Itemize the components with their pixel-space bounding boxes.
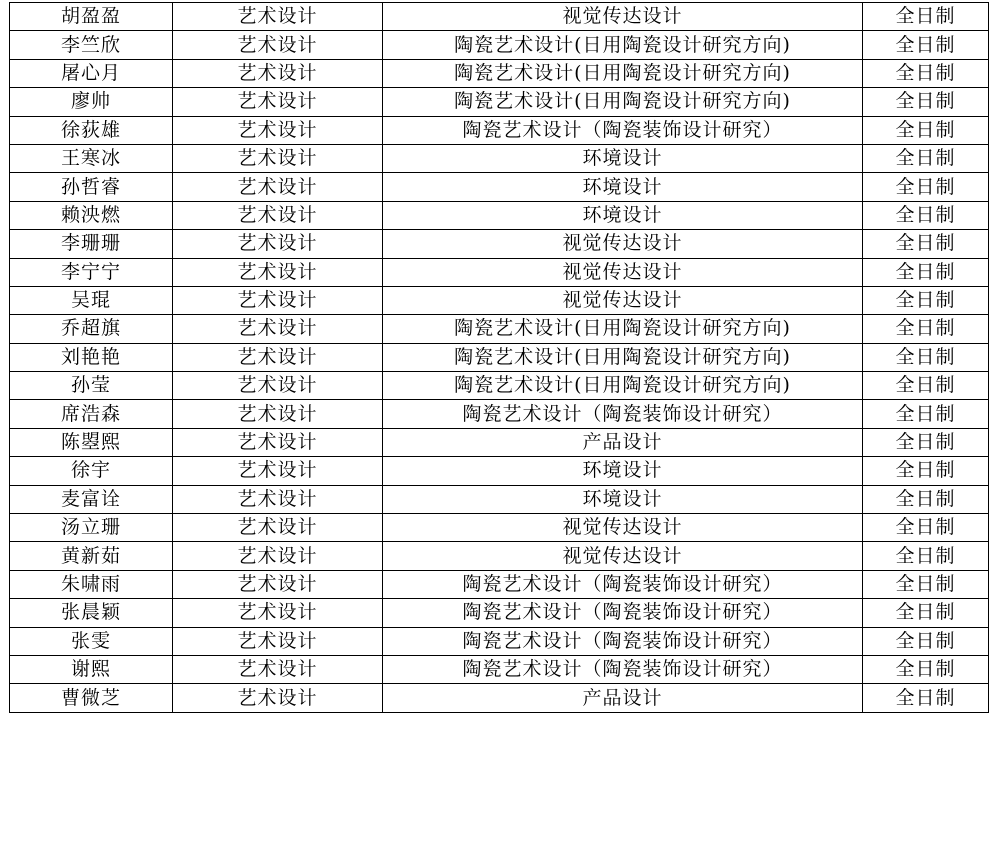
major-cell: 艺术设计 (173, 286, 383, 314)
major-cell: 艺术设计 (173, 144, 383, 172)
table-row (10, 173, 989, 201)
study-mode-cell: 全日制 (863, 258, 989, 286)
student-name-cell: 李珊珊 (10, 230, 173, 258)
roster-body (10, 3, 989, 713)
study-mode-cell: 全日制 (863, 599, 989, 627)
student-name-cell: 赖泱燃 (10, 201, 173, 229)
major-cell: 艺术设计 (173, 457, 383, 485)
student-name-cell: 廖帅 (10, 88, 173, 116)
major-cell: 艺术设计 (173, 201, 383, 229)
research-direction-cell: 陶瓷艺术设计(日用陶瓷设计研究方向) (383, 343, 863, 371)
study-mode-cell: 全日制 (863, 116, 989, 144)
study-mode-cell: 全日制 (863, 457, 989, 485)
table-row (10, 684, 989, 712)
table-row (10, 31, 989, 59)
table-row (10, 428, 989, 456)
student-name-cell: 麦富诠 (10, 485, 173, 513)
table-row (10, 570, 989, 598)
research-direction-cell: 视觉传达设计 (383, 542, 863, 570)
student-name-cell: 乔超旗 (10, 315, 173, 343)
research-direction-cell: 环境设计 (383, 144, 863, 172)
research-direction-cell: 陶瓷艺术设计（陶瓷装饰设计研究） (383, 400, 863, 428)
student-name-cell: 徐荻雄 (10, 116, 173, 144)
student-name-cell: 陈曌熙 (10, 428, 173, 456)
student-name-cell: 黄新茹 (10, 542, 173, 570)
study-mode-cell: 全日制 (863, 400, 989, 428)
research-direction-cell: 陶瓷艺术设计(日用陶瓷设计研究方向) (383, 315, 863, 343)
study-mode-cell: 全日制 (863, 201, 989, 229)
student-name-cell: 席浩森 (10, 400, 173, 428)
study-mode-cell: 全日制 (863, 173, 989, 201)
major-cell: 艺术设计 (173, 684, 383, 712)
research-direction-cell: 环境设计 (383, 485, 863, 513)
table-row (10, 230, 989, 258)
study-mode-cell: 全日制 (863, 3, 989, 31)
major-cell: 艺术设计 (173, 570, 383, 598)
major-cell: 艺术设计 (173, 627, 383, 655)
student-name-cell: 孙哲睿 (10, 173, 173, 201)
student-name-cell: 汤立珊 (10, 514, 173, 542)
research-direction-cell: 环境设计 (383, 173, 863, 201)
research-direction-cell: 产品设计 (383, 428, 863, 456)
research-direction-cell: 视觉传达设计 (383, 230, 863, 258)
student-name-cell: 屠心月 (10, 59, 173, 87)
major-cell: 艺术设计 (173, 400, 383, 428)
research-direction-cell: 环境设计 (383, 457, 863, 485)
student-roster-table (9, 2, 989, 713)
major-cell: 艺术设计 (173, 3, 383, 31)
student-name-cell: 刘艳艳 (10, 343, 173, 371)
study-mode-cell: 全日制 (863, 315, 989, 343)
major-cell: 艺术设计 (173, 88, 383, 116)
table-row (10, 485, 989, 513)
major-cell: 艺术设计 (173, 485, 383, 513)
student-name-cell: 谢熙 (10, 655, 173, 683)
major-cell: 艺术设计 (173, 542, 383, 570)
major-cell: 艺术设计 (173, 428, 383, 456)
research-direction-cell: 视觉传达设计 (383, 514, 863, 542)
research-direction-cell: 陶瓷艺术设计（陶瓷装饰设计研究） (383, 599, 863, 627)
table-row (10, 59, 989, 87)
table-row (10, 286, 989, 314)
table-row (10, 655, 989, 683)
table-row (10, 201, 989, 229)
major-cell: 艺术设计 (173, 372, 383, 400)
table-row (10, 315, 989, 343)
research-direction-cell: 陶瓷艺术设计（陶瓷装饰设计研究） (383, 570, 863, 598)
study-mode-cell: 全日制 (863, 343, 989, 371)
student-name-cell: 李竺欣 (10, 31, 173, 59)
research-direction-cell: 视觉传达设计 (383, 286, 863, 314)
study-mode-cell: 全日制 (863, 542, 989, 570)
table-row (10, 542, 989, 570)
research-direction-cell: 陶瓷艺术设计（陶瓷装饰设计研究） (383, 627, 863, 655)
major-cell: 艺术设计 (173, 59, 383, 87)
study-mode-cell: 全日制 (863, 372, 989, 400)
table-row (10, 88, 989, 116)
major-cell: 艺术设计 (173, 230, 383, 258)
student-name-cell: 曹微芝 (10, 684, 173, 712)
research-direction-cell: 陶瓷艺术设计(日用陶瓷设计研究方向) (383, 88, 863, 116)
major-cell: 艺术设计 (173, 514, 383, 542)
study-mode-cell: 全日制 (863, 286, 989, 314)
study-mode-cell: 全日制 (863, 230, 989, 258)
study-mode-cell: 全日制 (863, 144, 989, 172)
research-direction-cell: 视觉传达设计 (383, 258, 863, 286)
table-row (10, 457, 989, 485)
student-name-cell: 孙莹 (10, 372, 173, 400)
major-cell: 艺术设计 (173, 315, 383, 343)
student-name-cell: 李宁宁 (10, 258, 173, 286)
study-mode-cell: 全日制 (863, 655, 989, 683)
major-cell: 艺术设计 (173, 31, 383, 59)
research-direction-cell: 视觉传达设计 (383, 3, 863, 31)
major-cell: 艺术设计 (173, 258, 383, 286)
major-cell: 艺术设计 (173, 599, 383, 627)
study-mode-cell: 全日制 (863, 627, 989, 655)
major-cell: 艺术设计 (173, 343, 383, 371)
research-direction-cell: 陶瓷艺术设计（陶瓷装饰设计研究） (383, 655, 863, 683)
table-row (10, 627, 989, 655)
student-name-cell: 张晨颖 (10, 599, 173, 627)
table-row (10, 514, 989, 542)
research-direction-cell: 陶瓷艺术设计(日用陶瓷设计研究方向) (383, 372, 863, 400)
research-direction-cell: 环境设计 (383, 201, 863, 229)
table-row (10, 372, 989, 400)
research-direction-cell: 产品设计 (383, 684, 863, 712)
table-row (10, 116, 989, 144)
table-row (10, 144, 989, 172)
study-mode-cell: 全日制 (863, 428, 989, 456)
student-name-cell: 胡盈盈 (10, 3, 173, 31)
study-mode-cell: 全日制 (863, 485, 989, 513)
study-mode-cell: 全日制 (863, 31, 989, 59)
table-row (10, 400, 989, 428)
major-cell: 艺术设计 (173, 173, 383, 201)
student-name-cell: 张雯 (10, 627, 173, 655)
research-direction-cell: 陶瓷艺术设计（陶瓷装饰设计研究） (383, 116, 863, 144)
major-cell: 艺术设计 (173, 655, 383, 683)
table-row (10, 599, 989, 627)
table-row (10, 3, 989, 31)
major-cell: 艺术设计 (173, 116, 383, 144)
student-name-cell: 徐宇 (10, 457, 173, 485)
research-direction-cell: 陶瓷艺术设计(日用陶瓷设计研究方向) (383, 59, 863, 87)
study-mode-cell: 全日制 (863, 684, 989, 712)
research-direction-cell: 陶瓷艺术设计(日用陶瓷设计研究方向) (383, 31, 863, 59)
student-name-cell: 吴琨 (10, 286, 173, 314)
table-row (10, 258, 989, 286)
study-mode-cell: 全日制 (863, 88, 989, 116)
study-mode-cell: 全日制 (863, 570, 989, 598)
student-name-cell: 朱啸雨 (10, 570, 173, 598)
student-name-cell: 王寒冰 (10, 144, 173, 172)
study-mode-cell: 全日制 (863, 59, 989, 87)
study-mode-cell: 全日制 (863, 514, 989, 542)
table-row (10, 343, 989, 371)
